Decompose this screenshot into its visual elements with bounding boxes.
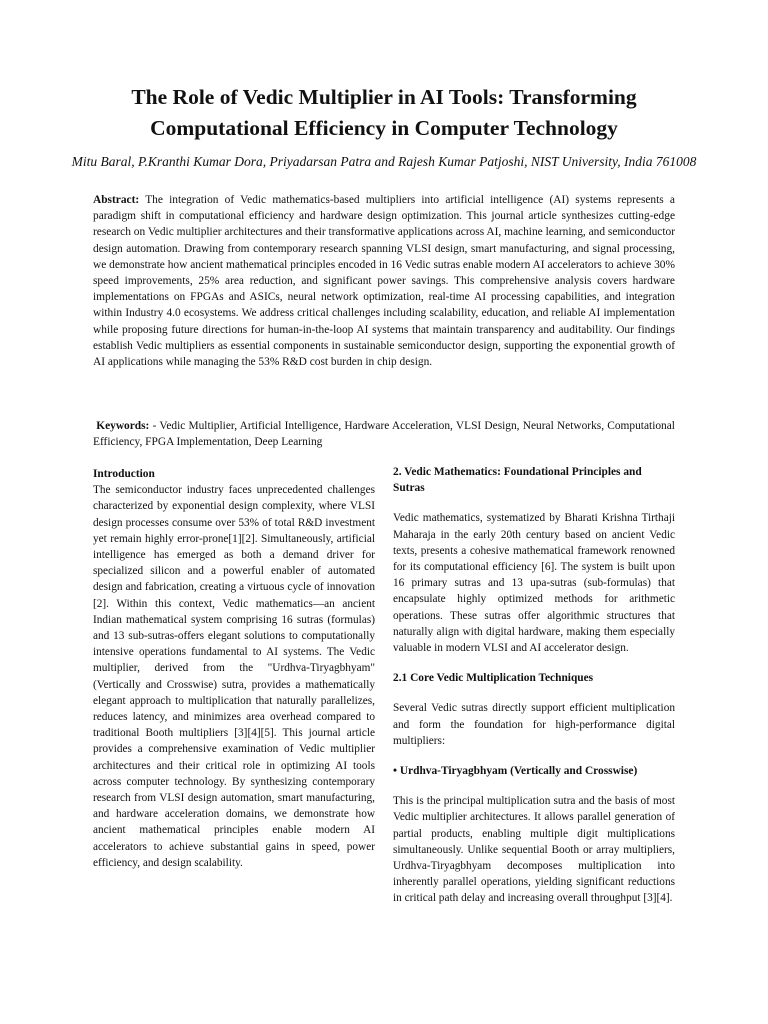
keywords-label: Keywords: [96, 420, 150, 432]
spacer [393, 496, 675, 510]
keywords [93, 418, 675, 450]
abstract-text: The integration of Vedic mathematics-based multipliers into artificial intelligence (AI) systems represents a paradigm shift in computational efficiency and hardware design optimization. This journal article synthesizes cutting-edge research on Vedic multiplier architectures and their transformative applications across AI, machine learning, and semiconductor design automation. Drawing from contemporary research spanning VLSI design, smart manufacturing, and signal processing, we demonstrate how ancient mathematical principles encoded in 16 Vedic sutras enable modern AI accelerators to achieve 30% speed improvements, 25% area reduction, and significant power savings. This comprehensive analysis covers hardware implementations on FPGAs and ASICs, neural network optimization, real-time AI processing capabilities, and integration within Industry 4.0 ecosystems. We address critical challenges including scalability, education, and reliable AI implementation while proposing future directions for human-in-the-loop AI systems that maintain transparency and auditability. Our findings establish Vedic multipliers as essential components in sustainable semiconductor design, supporting the exponential growth of AI applications while managing the 53% R&D cost burden in chip design. [93, 194, 675, 369]
section-2-heading: 2. Vedic Mathematics: Foundational Principles and Sutras [393, 466, 642, 495]
spacer [393, 686, 675, 700]
section-2-1-text: Several Vedic sutras directly support efficient multiplication and form the foundation for high-performance digital multipliers: [393, 702, 675, 747]
keywords-text: - Vedic Multiplier, Artificial Intelligence, Hardware Acceleration, VLSI Design, Neural Networks, Computational Efficiency, FPGA Implementation, Deep Learning [93, 420, 675, 449]
introduction-heading: Introduction [93, 468, 155, 480]
spacer [393, 656, 675, 670]
introduction-text: The semiconductor industry faces unprecedented challenges characterized by exponential design complexity, where VLSI design processes consume over 53% of total R&D investment yet remain highly error-prone[1][2]. Simultaneously, artificial intelligence has emerged as both a demand driver for specialized silicon and a powerful enabler of automated design and fabrication, creating a virtuous cycle of innovation [2]. Within this context, Vedic mathematics—an ancient Indian mathematical system comprising 16 sutras (formulas) and 13 sub-sutras-offers elegant solutions to computationally intensive operations fundamental to AI systems. The Vedic multiplier, derived from the "Urdhva-Tiryagbhyam" (Vertically and Crosswise) sutra, provides a mathematically elegant approach to multiplication that naturally parallelizes, reduces latency, and minimizes area overhead compared to traditional Booth multipliers [3][4][5]. This journal article provides a comprehensive examination of Vedic multiplier architectures and their critical role in optimizing AI tools across computer technology. By synthesizing contemporary research from VLSI design automation, smart manufacturing, and hardware acceleration domains, we demonstrate how ancient mathematical principles enable modern AI accelerators to achieve substantial gains in speed, power efficiency, and design scalability. [93, 484, 375, 869]
urdhva-tiryagbhyam-heading: • Urdhva-Tiryagbhyam (Vertically and Crosswise) [393, 765, 638, 778]
section-2-text: Vedic mathematics, systematized by Bharati Krishna Tirthaji Maharaja in the early 20th century based on ancient Vedic texts, presents a cohesive mathematical framework renowned for its computational efficiency [6]. The system is built upon 16 primary sutras and 13 upa-sutras (sub-formulas) that encapsulate highly optimized methods for arithmetic operations. These sutras offer algorithmic structures that naturally align with digital hardware, making them especially valuable in modern VLSI and AI accelerator design. [393, 512, 675, 655]
left-column [93, 466, 375, 871]
urdhva-tiryagbhyam-text: This is the principal multiplication sutra and the basis of most Vedic multiplier architectures. It allows parallel generation of partial products, enabling multiple digit multiplications simultaneously. Unlike sequential Booth or array multipliers, Urdhva-Tiryagbhyam decomposes multiplication into inherently parallel operations, yielding significant reductions in critical path delay and increasing overall throughput [3][4]. [393, 795, 675, 905]
paper-title: The Role of Vedic Multiplier in AI Tools: Transforming Computational Efficiency in Computer Technology [131, 85, 637, 140]
abstract [93, 192, 675, 370]
spacer [393, 749, 675, 763]
right-column [393, 464, 675, 907]
abstract-label: Abstract: [93, 194, 140, 206]
paper-authors: Mitu Baral, P.Kranthi Kumar Dora, Priyadarsan Patra and Rajesh Kumar Patjoshi, NIST University, India 761008 [71, 154, 697, 169]
spacer [393, 779, 675, 793]
section-2-1-heading: 2.1 Core Vedic Multiplication Techniques [393, 672, 594, 685]
